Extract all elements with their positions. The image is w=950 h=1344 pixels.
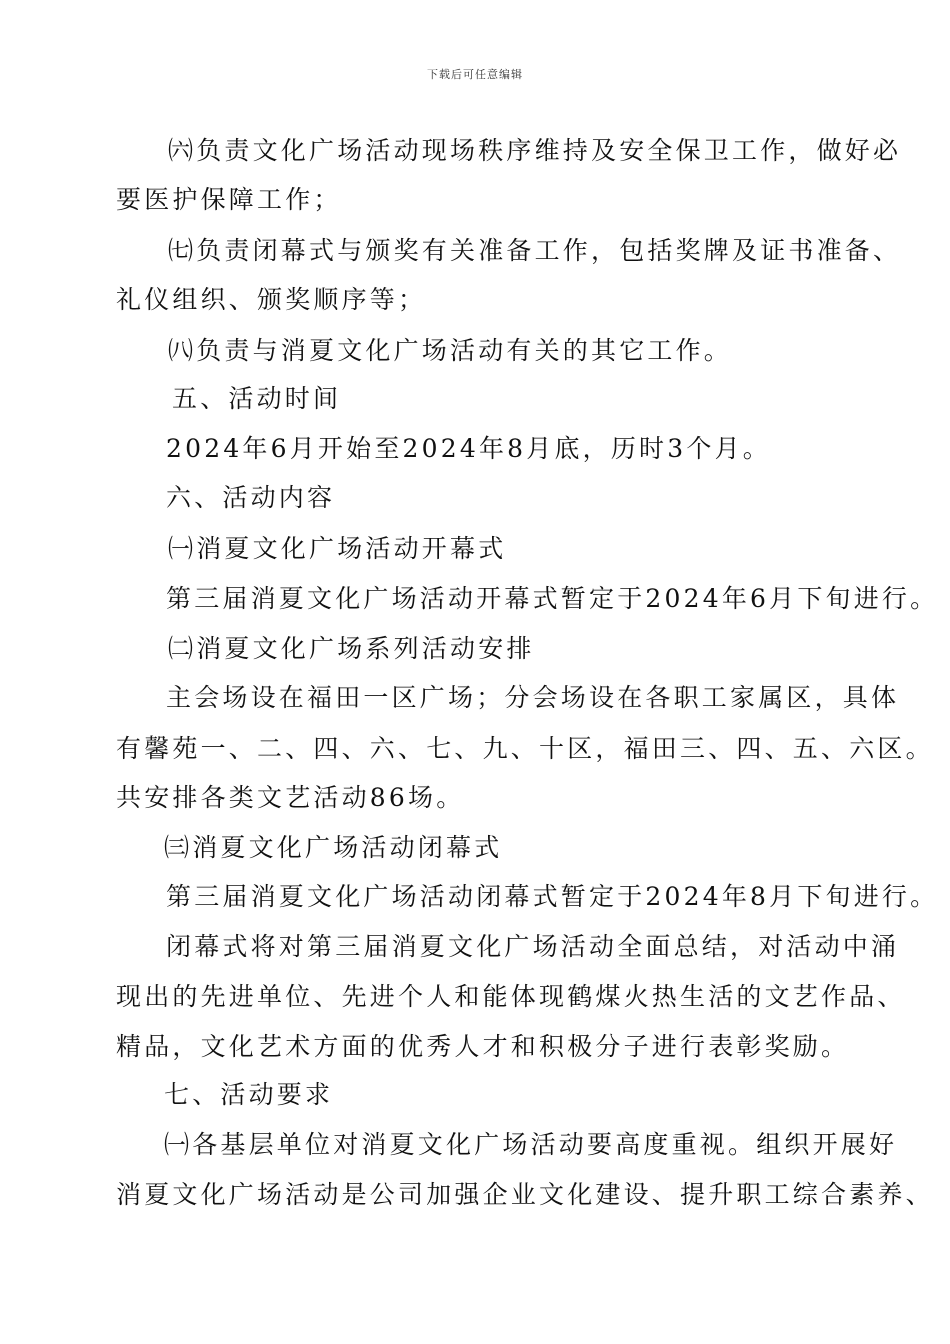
paragraph-line: 主会场设在福田一区广场；分会场设在各职工家属区，具体 (166, 683, 900, 712)
paragraph-line: 要医护保障工作； (116, 185, 342, 214)
paragraph-line: 现出的先进单位、先进个人和能体现鹤煤火热生活的文艺作品、 (116, 982, 906, 1011)
paragraph-line: 消夏文化广场活动是公司加强企业文化建设、提升职工综合素养、 (116, 1180, 934, 1209)
paragraph-line: 2024年6月开始至2024年8月底，历时3个月。 (166, 434, 771, 463)
paragraph-line: 共安排各类文艺活动86场。 (116, 783, 465, 812)
paragraph-line: ㈠各基层单位对消夏文化广场活动要高度重视。组织开展好 (164, 1130, 898, 1159)
paragraph-line: ㈥负责文化广场活动现场秩序维持及安全保卫工作，做好必 (168, 136, 902, 165)
subsection-heading: ㈡消夏文化广场系列活动安排 (168, 634, 535, 663)
paragraph-line: 第三届消夏文化广场活动闭幕式暂定于2024年8月下旬进行。 (166, 882, 939, 911)
section-heading: 六、活动内容 (166, 483, 336, 512)
section-heading: 五、活动时间 (172, 384, 342, 413)
subsection-heading: ㈢消夏文化广场活动闭幕式 (164, 833, 503, 862)
paragraph-line: 精品，文化艺术方面的优秀人才和积极分子进行表彰奖励。 (116, 1032, 850, 1061)
section-heading: 七、活动要求 (164, 1080, 334, 1109)
paragraph-line: 第三届消夏文化广场活动开幕式暂定于2024年6月下旬进行。 (166, 584, 939, 613)
subsection-heading: ㈠消夏文化广场活动开幕式 (168, 534, 507, 563)
paragraph-line: 闭幕式将对第三届消夏文化广场活动全面总结，对活动中涌 (166, 932, 900, 961)
paragraph-line: ㈦负责闭幕式与颁奖有关准备工作，包括奖牌及证书准备、 (168, 236, 902, 265)
header-note: 下载后可任意编辑 (427, 68, 523, 81)
paragraph-line: 有馨苑一、二、四、六、七、九、十区，福田三、四、五、六区。 (116, 734, 934, 763)
paragraph-line: ㈧负责与消夏文化广场活动有关的其它工作。 (168, 336, 733, 365)
paragraph-line: 礼仪组织、颁奖顺序等； (116, 285, 427, 314)
